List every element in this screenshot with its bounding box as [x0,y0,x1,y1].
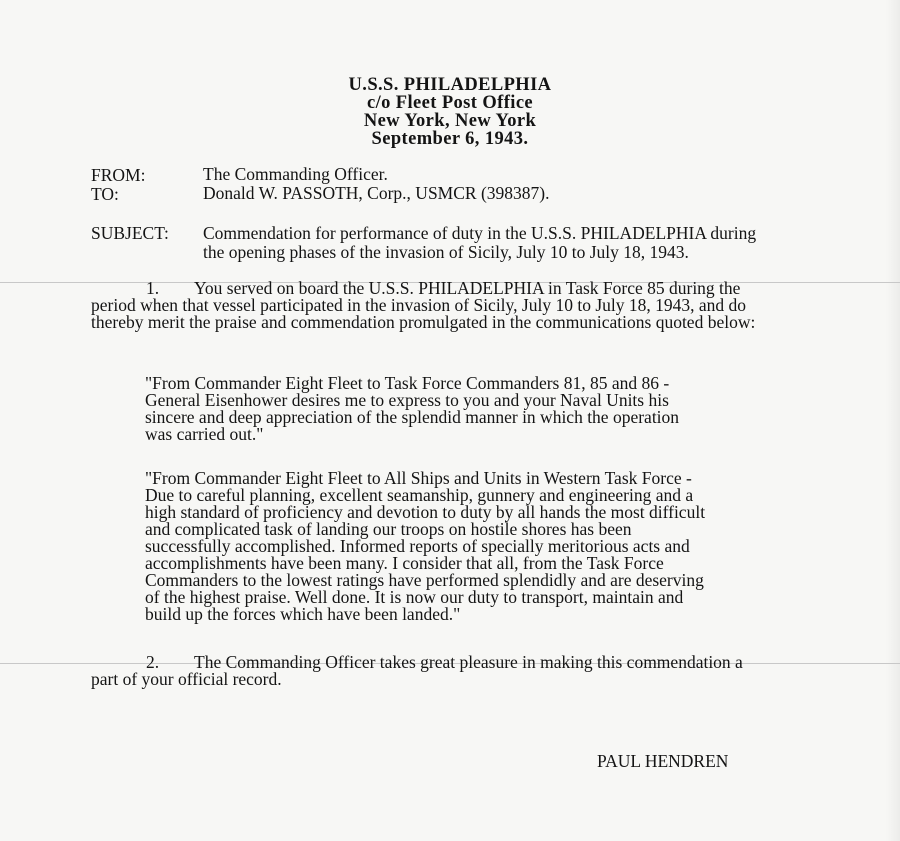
letter-date: September 6, 1943. [371,129,529,149]
paragraph-number: 1. [146,278,160,298]
signature-name: PAUL HENDREN [597,751,729,771]
to-label: TO: [91,184,119,204]
subject-line: the opening phases of the invasion of Sicily, July 10 to July 18, 1943. [203,242,689,262]
subject-line: Commendation for performance of duty in the U.S.S. PHILADELPHIA during [203,223,757,243]
scan-edge [886,0,900,841]
to-value: Donald W. PASSOTH, Corp., USMCR (398387). [203,183,550,203]
paragraph-line: part of your official record. [91,669,282,689]
city-line: New York, New York [363,111,537,131]
quote-line: high standard of proficiency and devotion to duty by all hands the most difficult [145,502,706,522]
quote-line: Commanders to the lowest ratings have performed splendidly and are deserving [145,570,704,590]
quote-western-task-force [145,470,705,623]
quote-line: and complicated task of landing our troops on hostile shores has been [145,519,632,539]
quote-line: "From Commander Eight Fleet to Task Force Commanders 81, 85 and 86 - [145,373,670,393]
quote-line: "From Commander Eight Fleet to All Ships and Units in Western Task Force - [145,468,692,488]
subject-value [203,224,756,262]
quote-line: accomplishments have been many. I consider that all, from the Task Force [145,553,664,573]
ship-name: U.S.S. PHILADELPHIA [348,75,552,95]
paragraph-line: You served on board the U.S.S. PHILADELPHIA in Task Force 85 during the [194,278,741,298]
quote-line: of the highest praise. Well done. It is now our duty to transport, maintain and [145,587,684,607]
quote-line: build up the forces which have been landed." [145,604,461,624]
from-value: The Commanding Officer. [203,164,388,184]
paragraph-1 [91,280,755,331]
paragraph-line: thereby merit the praise and commendation promulgated in the communications quoted below: [91,312,756,332]
quote-line: Due to careful planning, excellent seamanship, gunnery and engineering and a [145,485,694,505]
from-label: FROM: [91,165,146,185]
quote-line: was carried out." [145,424,264,444]
quote-line: successfully accomplished. Informed reports of specially meritorious acts and [145,536,690,556]
paragraph-line: period when that vessel participated in the invasion of Sicily, July 10 to July 18, 1943, and do [91,295,747,315]
paragraph-line: The Commanding Officer takes great pleasure in making this commendation a [194,652,743,672]
letterhead [240,76,660,148]
care-of-line: c/o Fleet Post Office [366,93,534,113]
quote-line: General Eisenhower desires me to express to you and your Naval Units his [145,390,669,410]
paragraph-number: 2. [146,652,160,672]
quote-line: sincere and deep appreciation of the splendid manner in which the operation [145,407,680,427]
paragraph-2 [91,654,743,688]
quote-eisenhower [145,375,679,443]
subject-label: SUBJECT: [91,223,169,243]
